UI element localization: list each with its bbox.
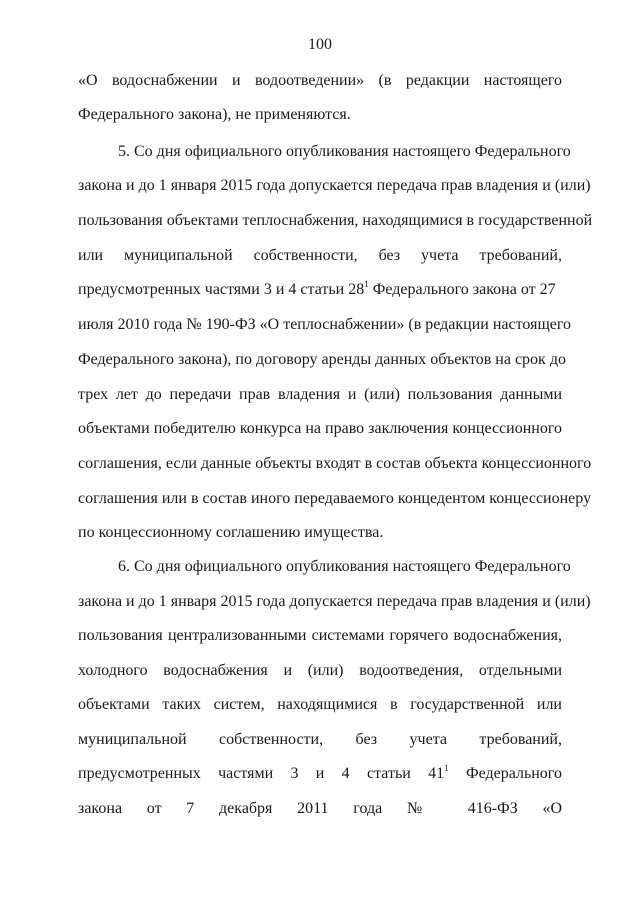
word: и: [315, 765, 325, 782]
text-segment: Федерального закона от 27: [368, 281, 556, 298]
text-line: закона и до 1 января 2015 года допускается передача прав владения и (или): [78, 177, 591, 194]
text-line: 5. Со дня официального опубликования настоящего Федерального: [118, 143, 571, 160]
word: $41^1$: [428, 763, 449, 782]
superscript: 1: [364, 279, 369, 289]
text-line: пользования объектами теплоснабжения, находящимися в государственной: [78, 212, 593, 229]
word: Федерального: [465, 765, 562, 782]
word: 3: [290, 765, 299, 782]
text-line: холодного водоснабжения и (или) водоотведения, отдельными: [78, 662, 562, 679]
text-line: Федерального закона), не применяются.: [78, 106, 351, 123]
text-segment: предусмотренных частями 3 и 4 статьи 28: [78, 281, 365, 298]
text-line-with-superscript: [78, 764, 562, 784]
text-line: соглашения или в состав иного передаваемого концедентом концессионеру: [78, 490, 592, 507]
text-line: Федерального закона), по договору аренды данных объектов на срок до: [78, 351, 566, 368]
text-line: пользования централизованными системами горячего водоснабжения,: [78, 627, 562, 644]
text-line: соглашения, если данные объекты входят в состав объекта концессионного: [78, 455, 592, 472]
text-line: по концессионному соглашению имущества.: [78, 524, 384, 541]
word: статьи: [366, 765, 411, 782]
text-line: «О водоснабжении и водоотведении» (в редакции настоящего: [78, 72, 562, 89]
page-number: 100: [308, 36, 332, 53]
word: 4: [341, 765, 350, 782]
text-line: объектами таких систем, находящимися в государственной или: [78, 696, 562, 713]
superscript: 1: [444, 763, 449, 773]
text-line: объектами победителю конкурса на право заключения концессионного: [78, 420, 562, 437]
text-line: закона и до 1 января 2015 года допускается передача прав владения и (или): [78, 593, 591, 610]
text-line: июля 2010 года № 190-ФЗ «О теплоснабжении» (в редакции настоящего: [78, 316, 572, 333]
word: предусмотренных: [78, 765, 201, 782]
text-line-with-superscript: [78, 280, 562, 300]
text-line: закона от 7 декабря 2011 года № 416-ФЗ «О: [78, 800, 562, 817]
text-line: муниципальной собственности, без учета требований,: [78, 731, 562, 748]
text-line: или муниципальной собственности, без учета требований,: [78, 247, 562, 264]
word: частями: [218, 765, 274, 782]
text-line: 6. Со дня официального опубликования настоящего Федерального: [118, 558, 571, 575]
text-line: трех лет до передачи прав владения и (или) пользования данными: [78, 386, 562, 403]
